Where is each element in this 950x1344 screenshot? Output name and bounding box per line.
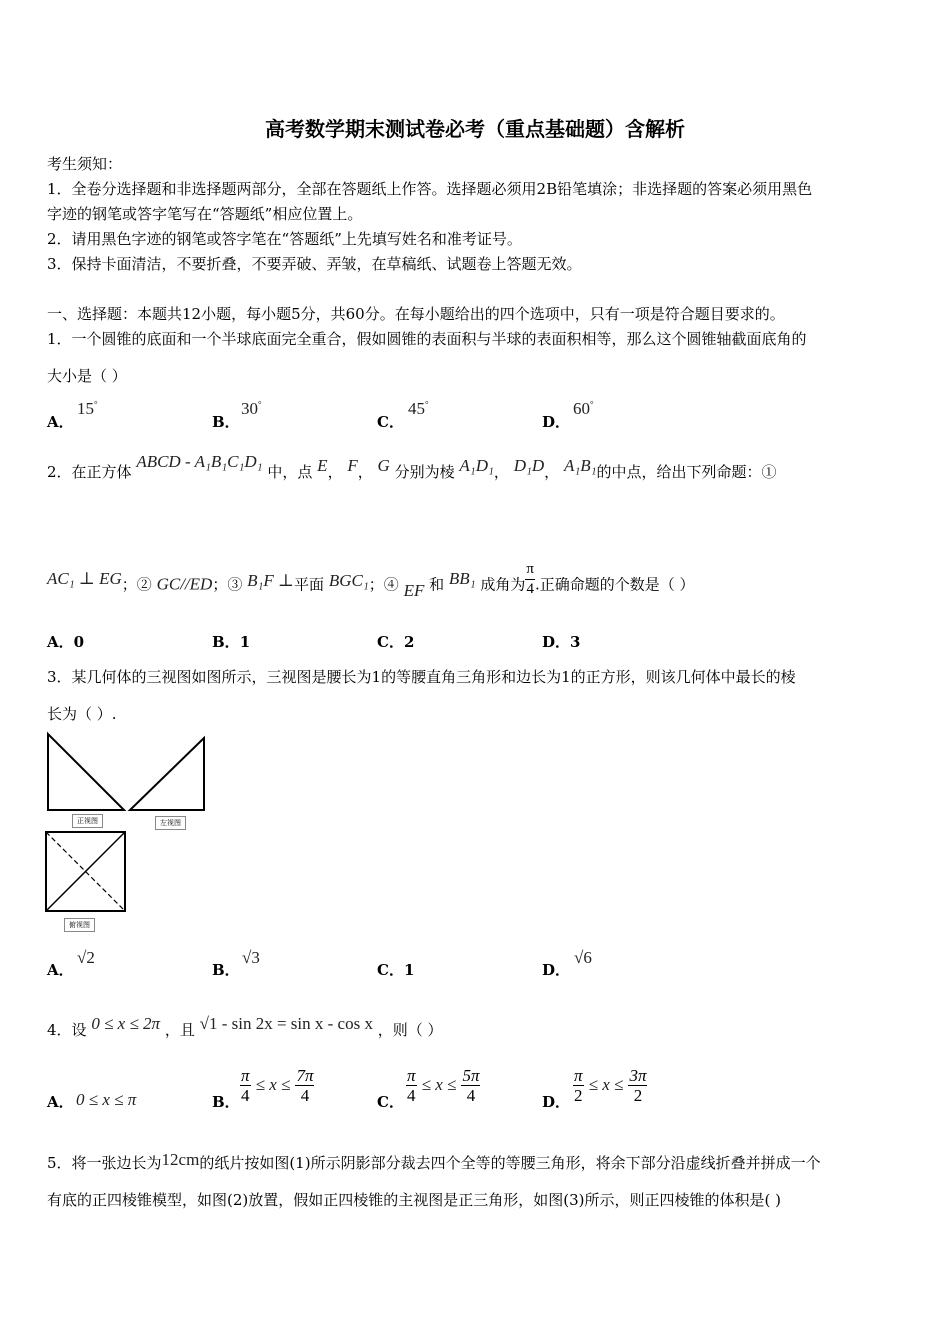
- q3-option-c: C．1: [377, 961, 415, 979]
- q4-option-c-value: $\frac{\pi}{4}$ ≤ x ≤ $\frac{5\pi}{4}$: [407, 1066, 480, 1105]
- side-view-triangle: [130, 738, 204, 810]
- q4-stem: 4．设 0 ≤ x ≤ 2π ，且 √1 - sin 2x = sin x - cos x ，则（ ）: [47, 1014, 443, 1039]
- q1-option-b-label: B．: [212, 413, 240, 431]
- q4-option-c-label: C．: [377, 1093, 404, 1111]
- q4-option-a-value: 0 ≤ x ≤ π: [76, 1090, 137, 1109]
- q2-option-d: D．3: [542, 633, 581, 651]
- q4-option-b-value: $\frac{\pi}{4}$ ≤ x ≤ $\frac{7\pi}{4}$: [241, 1066, 314, 1105]
- q4-option-a-label: A．: [47, 1093, 74, 1111]
- notice-item-1-line-2: 字迹的钢笔或答字笔写在“答题纸”相应位置上。: [47, 205, 363, 223]
- q1-option-a-label: A．: [47, 413, 74, 431]
- q2-option-c: C．2: [377, 633, 415, 651]
- q4-option-d-value: $\frac{\pi}{2}$ ≤ x ≤ $\frac{3\pi}{2}$: [574, 1066, 647, 1105]
- q2-option-b: B．1: [212, 633, 251, 651]
- q3-option-b-value: √3: [242, 948, 260, 967]
- notice-heading: 考生须知：: [47, 155, 123, 173]
- q2-cube-name: ABCD - A₁B₁C₁D₁: [136, 452, 263, 471]
- front-view-label: 正视图: [72, 814, 103, 828]
- q2-stem-line-1: 2．在正方体 ABCD - A₁B₁C₁D₁ 中，点 E， F， G 分别为棱 A₁D₁， D₁D， A₁B₁的中点，给出下列命题：①: [47, 452, 777, 481]
- q5-stem-line-2: 有底的正四棱锥模型，如图(2)放置，假如正四棱锥的主视图是正三角形，如图(3)所示，则正四棱锥的体积是( ): [47, 1191, 781, 1209]
- q3-option-a-label: A．: [47, 961, 74, 979]
- q1-stem-line-1: 1．一个圆锥的底面和一个半球底面完全重合，假如圆锥的表面积与半球的表面积相等，那么这个圆锥轴截面底角的: [47, 330, 807, 348]
- q1-option-c-value: 45°: [408, 399, 429, 418]
- q3-option-a-value: √2: [77, 948, 95, 967]
- q3-option-d-label: D．: [542, 961, 571, 979]
- q2-option-a: A．0: [47, 633, 85, 651]
- q3-option-d-value: √6: [574, 948, 592, 967]
- q3-stem-line-2: 长为（ ）.: [47, 705, 117, 723]
- q5-stem-line-1: 5．将一张边长为12cm的纸片按如图(1)所示阴影部分裁去四个全等的等腰三角形，将余下部分沿虚线折叠并拼成一个: [47, 1150, 821, 1172]
- notice-item-3: 3．保持卡面清洁，不要折叠，不要弄破、弄皱，在草稿纸、试题卷上答题无效。: [47, 255, 582, 273]
- q1-option-d-label: D．: [542, 413, 571, 431]
- side-view-label: 左视图: [155, 816, 186, 830]
- q1-option-c-label: C．: [377, 413, 404, 431]
- three-view-diagram: [40, 730, 220, 935]
- q3-stem-line-1: 3．某几何体的三视图如图所示，三视图是腰长为1的等腰直角三角形和边长为1的正方形，则该几何体中最长的棱: [47, 668, 796, 686]
- q1-option-d-value: 60°: [573, 399, 594, 418]
- q2-stem-line-2: AC₁ ⊥ EG；② GC//ED；③ B₁F ⊥平面 BGC₁；④ EF 和 BB₁ 成角为 $\frac{\pi}{4}$ .正确命题的个数是（ ）: [47, 561, 695, 600]
- notice-item-1-line-1: 1．全卷分选择题和非选择题两部分，全部在答题纸上作答。选择题必须用2B铅笔填涂；非选择题的答案必须用黑色: [47, 180, 813, 198]
- front-view-triangle: [48, 734, 124, 810]
- q4-option-b-label: B．: [212, 1093, 240, 1111]
- q1-option-b-value: 30°: [241, 399, 262, 418]
- q1-stem-line-2: 大小是（ ）: [47, 367, 127, 385]
- top-view-label: 俯视图: [64, 918, 95, 932]
- q4-option-d-label: D．: [542, 1093, 571, 1111]
- page-title: 高考数学期末测试卷必考（重点基础题）含解析: [265, 117, 685, 141]
- q3-option-b-label: B．: [212, 961, 240, 979]
- q2-pi-over-4: $\frac{\pi}{4}$: [526, 561, 534, 597]
- q1-option-a-value: 15°: [77, 399, 98, 418]
- section-header: 一、选择题：本题共12小题，每小题5分，共60分。在每小题给出的四个选项中，只有一项是符合题目要求的。: [47, 305, 785, 323]
- notice-item-2: 2．请用黑色字迹的钢笔或答字笔在“答题纸”上先填写姓名和准考证号。: [47, 230, 522, 248]
